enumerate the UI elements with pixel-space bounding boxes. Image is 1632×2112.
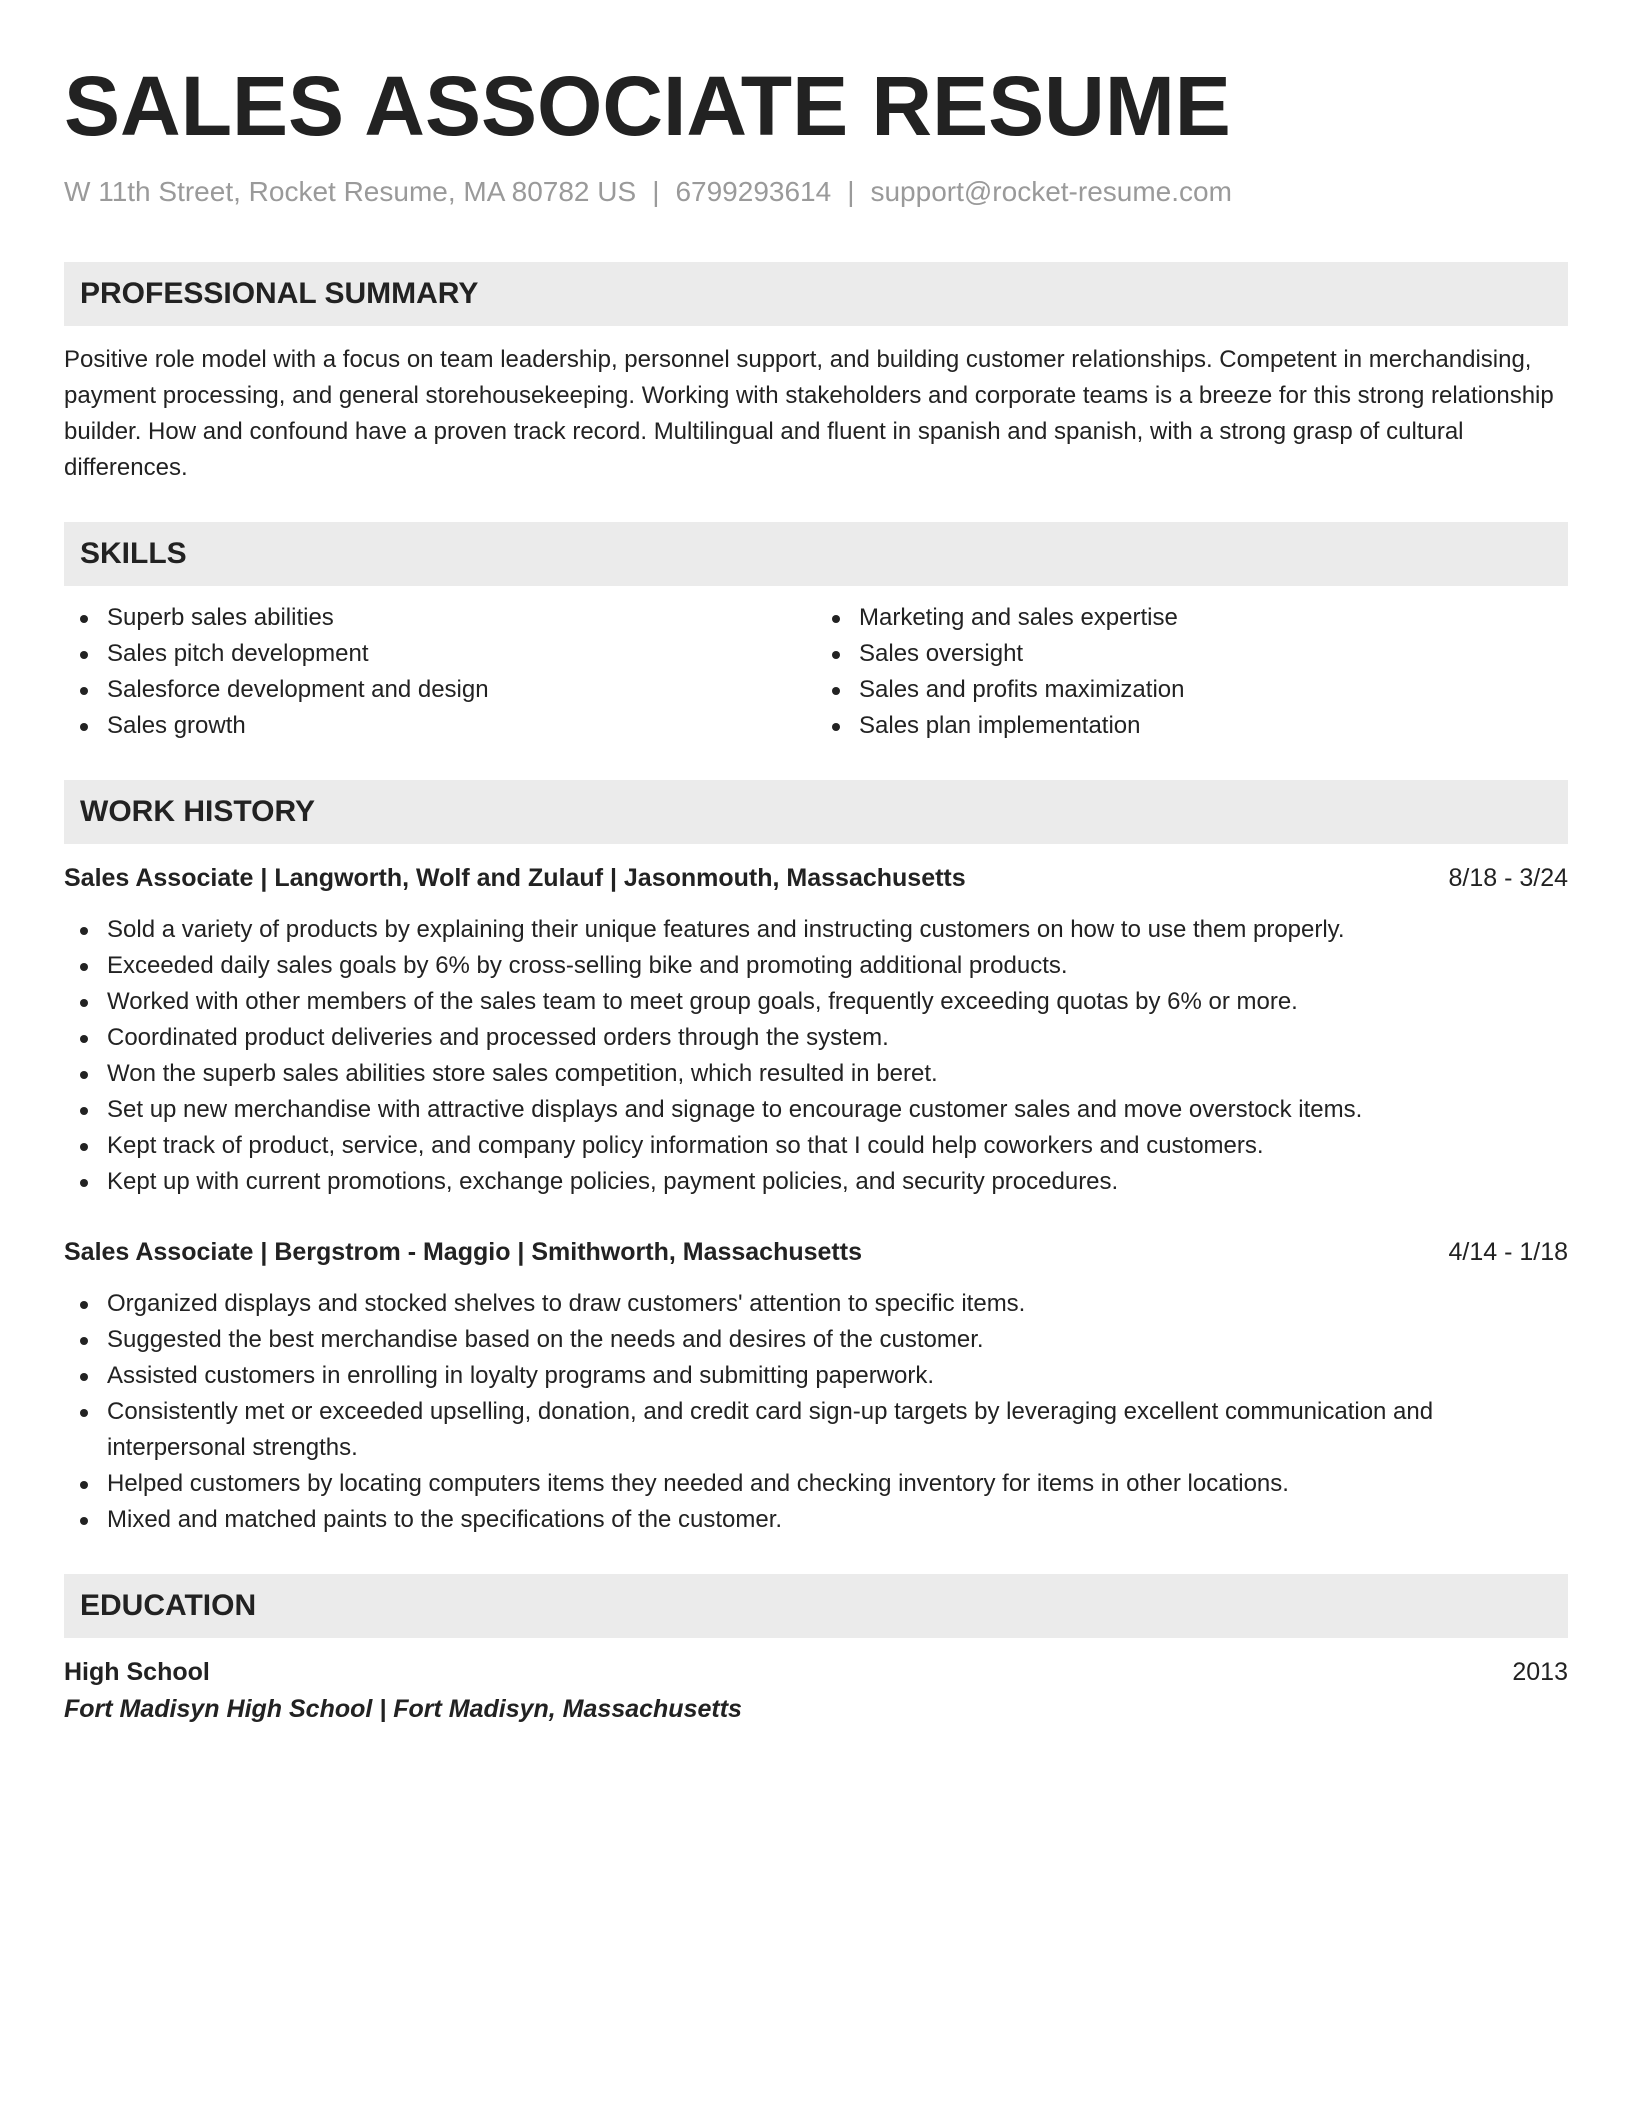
job-title: Sales Associate | Bergstrom - Maggio | Smithworth, Massachusetts <box>64 1238 862 1266</box>
education-header <box>64 1654 1568 1690</box>
job-bullet: Organized displays and stocked shelves to draw customers' attention to specific items. <box>64 1286 1568 1322</box>
education-school: Fort Madisyn High School | Fort Madisyn, Massachusetts <box>64 1695 742 1723</box>
job-bullet: Assisted customers in enrolling in loyalty programs and submitting paperwork. <box>64 1358 1568 1394</box>
job-bullet: Won the superb sales abilities store sales competition, which resulted in beret. <box>64 1056 1568 1092</box>
job-bullet: Helped customers by locating computers items they needed and checking inventory for items in other locations. <box>64 1466 1568 1502</box>
education-year: 2013 <box>1512 1658 1568 1686</box>
job-entry <box>64 1234 1568 1538</box>
contact-address: W 11th Street, Rocket Resume, MA 80782 US <box>64 176 637 207</box>
skill-item: Superb sales abilities <box>64 600 816 636</box>
section-heading-education: EDUCATION <box>64 1574 1568 1638</box>
summary-text: Positive role model with a focus on team leadership, personnel support, and building customer relationships. Competent in merchandising, payment processing, and general storehousekeeping. Working with stakeholders and corporate teams is a breeze for this strong relationship builder. How and confound have a proven track record. Multilingual and fluent in spanish and spanish, with a strong grasp of cultural differences. <box>64 346 1554 481</box>
skill-item: Sales growth <box>64 708 816 744</box>
job-bullet-list <box>64 912 1568 1200</box>
job-bullet: Exceeded daily sales goals by 6% by cross-selling bike and promoting additional products. <box>64 948 1568 984</box>
contact-separator: | <box>847 176 855 207</box>
skill-item: Marketing and sales expertise <box>816 600 1568 636</box>
job-bullet: Sold a variety of products by explaining their unique features and instructing customers on how to use them properly. <box>64 912 1568 948</box>
job-entry <box>64 860 1568 1200</box>
skills-list-left <box>64 600 816 744</box>
job-bullet: Worked with other members of the sales team to meet group goals, frequently exceeding quotas by 6% or more. <box>64 984 1568 1020</box>
job-dates: 4/14 - 1/18 <box>1448 1238 1568 1266</box>
contact-separator: | <box>652 176 660 207</box>
skills-columns <box>64 600 1568 744</box>
contact-phone: 6799293614 <box>675 176 832 207</box>
section-heading-summary: PROFESSIONAL SUMMARY <box>64 262 1568 326</box>
skills-list-right <box>816 600 1568 744</box>
job-bullet: Suggested the best merchandise based on the needs and desires of the customer. <box>64 1322 1568 1358</box>
job-header <box>64 860 1568 896</box>
job-bullet-list <box>64 1286 1568 1538</box>
job-bullet: Kept up with current promotions, exchange policies, payment policies, and security procedures. <box>64 1164 1568 1200</box>
section-heading-work-history: WORK HISTORY <box>64 780 1568 844</box>
job-bullet: Consistently met or exceeded upselling, donation, and credit card sign-up targets by leveraging excellent communication and interpersonal strengths. <box>64 1394 1568 1466</box>
job-dates: 8/18 - 3/24 <box>1448 864 1568 892</box>
skill-item: Sales and profits maximization <box>816 672 1568 708</box>
job-title: Sales Associate | Langworth, Wolf and Zulauf | Jasonmouth, Massachusetts <box>64 864 966 892</box>
job-bullet: Kept track of product, service, and company policy information so that I could help coworkers and customers. <box>64 1128 1568 1164</box>
skill-item: Salesforce development and design <box>64 672 816 708</box>
job-bullet: Set up new merchandise with attractive displays and signage to encourage customer sales and move overstock items. <box>64 1092 1568 1128</box>
job-header <box>64 1234 1568 1270</box>
resume-title: SALES ASSOCIATE RESUME <box>64 59 1231 153</box>
skill-item: Sales oversight <box>816 636 1568 672</box>
contact-line <box>64 174 1568 210</box>
job-bullet: Mixed and matched paints to the specifications of the customer. <box>64 1502 1568 1538</box>
skill-item: Sales pitch development <box>64 636 816 672</box>
education-degree: High School <box>64 1658 210 1686</box>
skill-item: Sales plan implementation <box>816 708 1568 744</box>
job-bullet: Coordinated product deliveries and processed orders through the system. <box>64 1020 1568 1056</box>
section-heading-skills: SKILLS <box>64 522 1568 586</box>
contact-email: support@rocket-resume.com <box>870 176 1232 207</box>
